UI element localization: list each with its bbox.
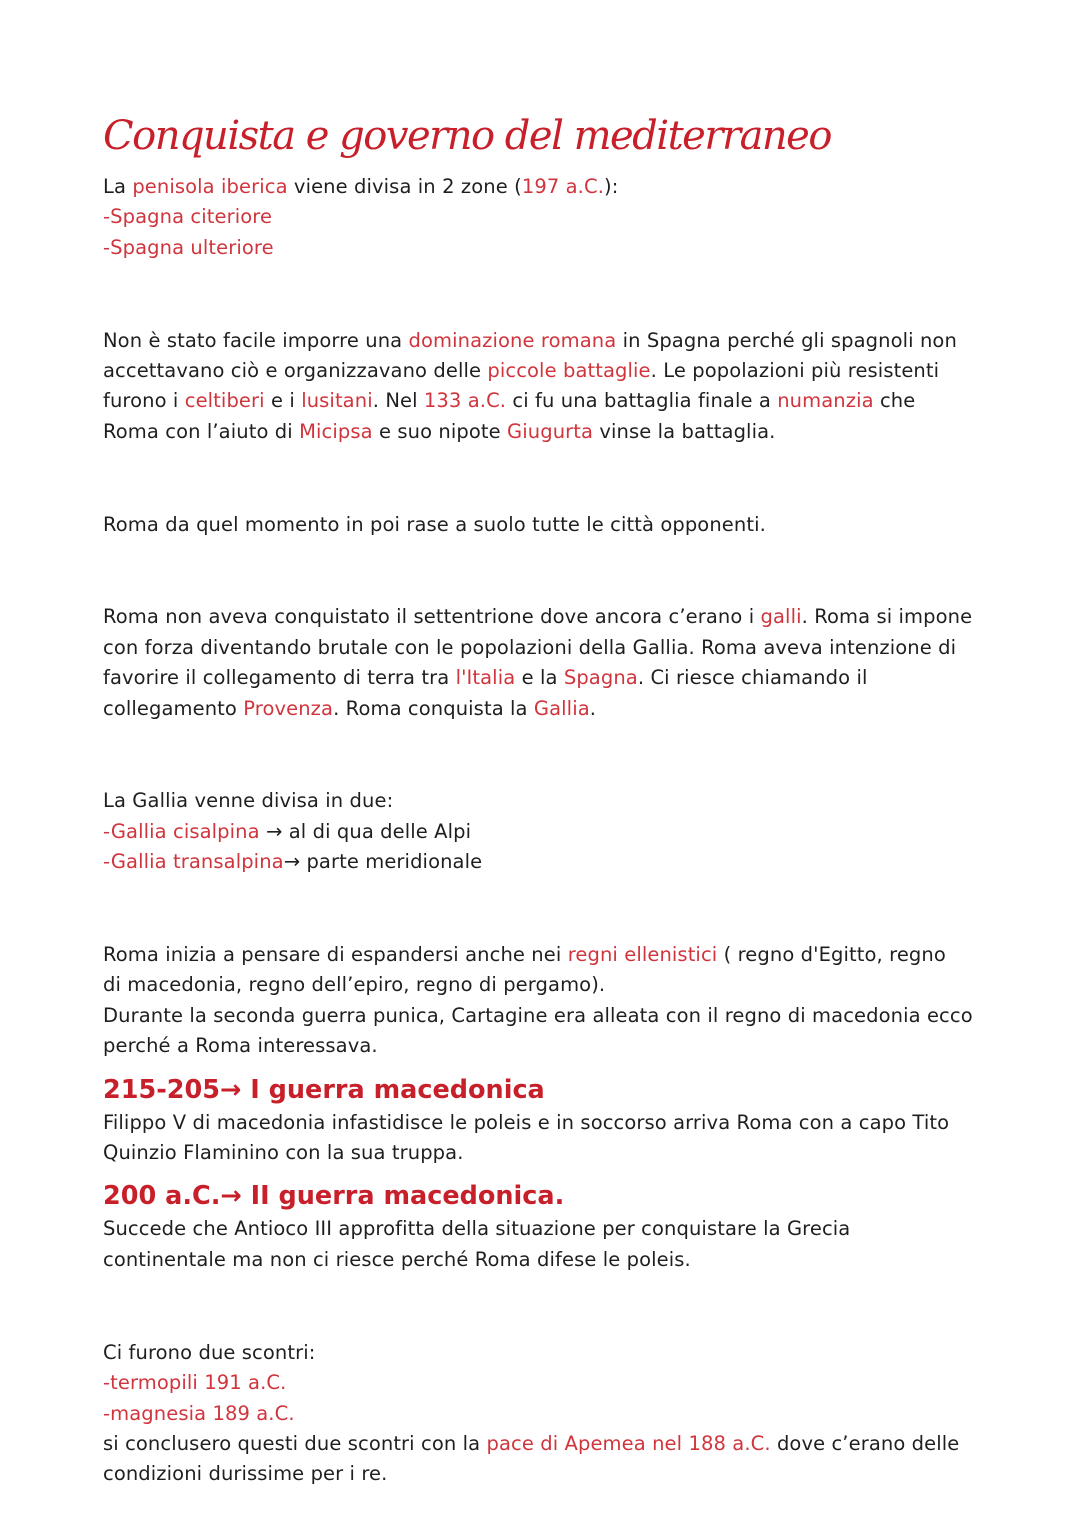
- highlighted-term: Micipsa: [299, 419, 373, 443]
- highlighted-term: -Spagna citeriore: [103, 205, 273, 229]
- text-segment: dove c’erano delle: [770, 1431, 960, 1455]
- text-segment: Roma con l’aiuto di: [103, 419, 300, 443]
- text-segment: . Ci riesce chiamando il: [637, 666, 868, 690]
- text-segment: furono i: [103, 389, 185, 413]
- text-line: [103, 233, 1020, 263]
- text-segment: in Spagna perché gli spagnoli non: [616, 328, 957, 352]
- text-line: [103, 1338, 1020, 1368]
- text-segment: → parte meridionale: [283, 850, 483, 874]
- highlighted-term: Provenza: [243, 696, 334, 720]
- highlighted-term: numanzia: [777, 389, 874, 413]
- text-segment: collegamento: [103, 696, 244, 720]
- text-line: [103, 386, 1020, 416]
- highlighted-term: regni ellenistici: [567, 943, 718, 967]
- section-body-first-macedonian-war: [103, 1108, 1020, 1169]
- text-segment: Durante la seconda guerra punica, Cartagine era alleata con il regno di macedonia ecco: [103, 1003, 973, 1027]
- highlighted-term: -magnesia 189 a.C.: [103, 1401, 295, 1425]
- section-heading-first-macedonian-war: 215-205→ I guerra macedonica: [103, 1074, 545, 1105]
- highlighted-term: celtiberi: [184, 389, 265, 413]
- text-segment: Roma non aveva conquistato il settentrione dove ancora c’erano i: [103, 605, 761, 629]
- text-segment: ( regno d'Egitto, regno: [717, 943, 946, 967]
- blank-line: [103, 894, 1020, 924]
- highlighted-term: -termopili 191 a.C.: [103, 1371, 287, 1395]
- section-body-second-macedonian-war: [103, 1214, 1020, 1489]
- text-segment: e suo nipote: [372, 419, 508, 443]
- text-line: [103, 847, 1020, 877]
- text-segment: . Nel: [372, 389, 424, 413]
- highlighted-term: lusitani: [301, 389, 373, 413]
- text-segment: condizioni durissime per i re.: [103, 1462, 388, 1486]
- section-heading-second-macedonian-war: 200 a.C.→ II guerra macedonica.: [103, 1181, 565, 1212]
- highlighted-term: 197 a.C.: [521, 175, 604, 198]
- text-line: [103, 602, 1020, 632]
- text-segment: .: [589, 696, 597, 720]
- text-segment: favorire il collegamento di terra tra: [103, 666, 456, 690]
- highlighted-term: dominazione romana: [408, 328, 617, 352]
- intro-body: [103, 172, 1020, 1062]
- text-segment: di macedonia, regno dell’epiro, regno di pergamo).: [103, 973, 606, 997]
- text-segment: . Le popolazioni più resistenti: [650, 359, 940, 383]
- page-title: Conquista e governo del mediterraneo: [103, 113, 831, 159]
- text-line: [103, 633, 1020, 663]
- text-line: [103, 510, 1020, 540]
- text-line: [103, 172, 1020, 202]
- text-line: [103, 663, 1020, 693]
- text-line: [103, 817, 1020, 847]
- text-segment: Roma da quel momento in poi rase a suolo tutte le città opponenti.: [103, 512, 766, 536]
- blank-line: [103, 463, 1020, 493]
- highlighted-term: l'Italia: [455, 666, 516, 690]
- text-segment: Ci furono due scontri:: [103, 1340, 316, 1364]
- highlighted-term: pace di Apemea nel 188 a.C.: [486, 1431, 771, 1455]
- text-line: [103, 1368, 1020, 1398]
- highlighted-term: Giugurta: [507, 419, 594, 443]
- highlighted-term: Gallia: [533, 696, 590, 720]
- blank-line: [103, 1291, 1020, 1321]
- text-segment: . Roma si impone: [801, 605, 973, 629]
- text-line: [103, 1001, 1020, 1031]
- text-line: [103, 356, 1020, 386]
- text-line: [103, 694, 1020, 724]
- text-segment: accettavano ciò e organizzavano delle: [103, 359, 488, 383]
- blank-line: [103, 279, 1020, 309]
- text-segment: e i: [264, 389, 302, 413]
- highlighted-term: -Gallia cisalpina: [103, 819, 260, 843]
- text-segment: continentale ma non ci riesce perché Roma difese le poleis.: [103, 1247, 691, 1271]
- text-segment: ci fu una battaglia finale a: [506, 389, 778, 413]
- text-line: [103, 1214, 1020, 1244]
- text-segment: Non è stato facile imporre una: [103, 328, 409, 352]
- text-line: [103, 326, 1020, 356]
- text-segment: con forza diventando brutale con le popolazioni della Gallia. Roma aveva intenzione di: [103, 635, 957, 659]
- text-segment: e la: [515, 666, 564, 690]
- highlighted-term: galli: [760, 605, 802, 629]
- text-line: [103, 1459, 1020, 1489]
- text-line: [103, 202, 1020, 232]
- highlighted-term: piccole battaglie: [487, 359, 651, 383]
- text-segment: Succede che Antioco III approfitta della situazione per conquistare la Grecia: [103, 1217, 851, 1241]
- text-segment: che: [873, 389, 916, 413]
- text-line: [103, 1108, 1020, 1138]
- highlighted-term: -Gallia transalpina: [103, 850, 284, 874]
- text-line: [103, 1031, 1020, 1061]
- text-segment: si conclusero questi due scontri con la: [103, 1431, 487, 1455]
- text-segment: La Gallia venne divisa in due:: [103, 789, 394, 813]
- text-line: [103, 1429, 1020, 1459]
- text-segment: vinse la battaglia.: [593, 419, 776, 443]
- text-line: [103, 940, 1020, 970]
- blank-line: [103, 740, 1020, 770]
- highlighted-term: -Spagna ulteriore: [103, 235, 274, 259]
- highlighted-term: 133 a.C.: [423, 389, 507, 413]
- text-line: [103, 417, 1020, 447]
- text-line: [103, 1138, 1020, 1168]
- text-segment: viene divisa in 2 zone (: [287, 175, 522, 198]
- text-segment: Roma inizia a pensare di espandersi anche nei: [103, 943, 568, 967]
- text-segment: . Roma conquista la: [333, 696, 534, 720]
- highlighted-term: Spagna: [563, 666, 638, 690]
- text-segment: perché a Roma interessava.: [103, 1034, 378, 1058]
- text-line: [103, 1245, 1020, 1275]
- text-segment: Filippo V di macedonia infastidisce le poleis e in soccorso arriva Roma con a capo Tito: [103, 1110, 950, 1134]
- text-segment: La: [103, 175, 133, 198]
- text-segment: → al di qua delle Alpi: [259, 819, 472, 843]
- blank-line: [103, 556, 1020, 586]
- text-segment: ):: [604, 175, 619, 198]
- text-segment: Quinzio Flaminino con la sua truppa.: [103, 1141, 464, 1165]
- text-line: [103, 786, 1020, 816]
- text-line: [103, 970, 1020, 1000]
- text-line: [103, 1399, 1020, 1429]
- highlighted-term: penisola iberica: [132, 175, 288, 198]
